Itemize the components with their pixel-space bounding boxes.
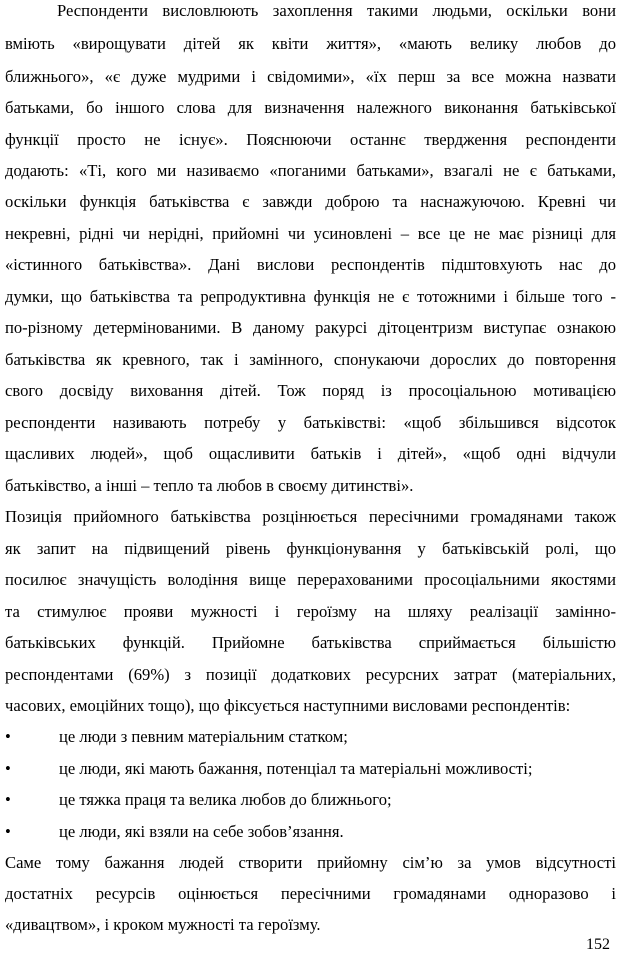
paragraph-1-line-12: батьківства як кревного, так і замінного, спонукаючи дорослих до повторення [5,350,616,369]
paragraph-2-line-1: Позиція прийомного батьківства розцінюється пересічними громадянами також [5,507,616,526]
paragraph-2-line-4: та стимулює прояви мужності і героїзму на шляху реалізації замінно- [5,602,616,621]
list-item-text: це люди, які взяли на себе зобов’язання. [59,822,344,841]
paragraph-1-line-4: батьками, бо іншого слова для визначення належного виконання батьківської [5,98,616,117]
page-number: 152 [586,936,610,953]
bullet-icon: • [5,822,11,841]
list-item-text: це люди з певним матеріальним статком; [59,727,348,746]
paragraph-1-line-14: респонденти називають потребу у батьківстві: «щоб збільшився відсоток [5,413,616,432]
paragraph-1-line-8: некревні, рідні чи нерідні, прийомні чи усиновлені – все це не має різниці для [5,224,616,243]
paragraph-1-line-16: батьківство, а інші – тепло та любов в своєму дитинстві». [5,476,414,495]
paragraph-1-line-9: «істинного батьківства». Дані вислови респондентів підштовхують нас до [5,255,616,274]
paragraph-1-line-11: по-різному детермінованими. В даному ракурсі дітоцентризм виступає ознакою [5,318,616,337]
paragraph-1-line-15: щасливих людей», щоб ощасливити батьків і дітей», «щоб одні відчули [5,444,616,463]
list-item-text: це тяжка праця та велика любов до ближнього; [59,790,392,809]
paragraph-3-line-3: «дивацтвом», і кроком мужності та героїзму. [5,915,321,934]
paragraph-1-line-13: свого досвіду виховання дітей. Тож поряд із просоціальною мотивацією [5,381,616,400]
paragraph-2-line-2: як запит на підвищений рівень функціонування у батьківській ролі, що [5,539,616,558]
paragraph-1-line-1: Респонденти висловлюють захоплення такими людьми, оскільки вони [57,1,616,20]
paragraph-1-line-2: вміють «вирощувати дітей як квіти життя», «мають велику любов до [5,34,616,53]
bullet-icon: • [5,759,11,778]
paragraph-1-line-5: функції просто не існує». Пояснюючи останнє твердження респонденти [5,130,616,149]
bullet-icon: • [5,790,11,809]
paragraph-1-line-7: оскільки функція батьківства є завжди доброю та наснажуючою. Кревні чи [5,192,616,211]
paragraph-2-line-5: батьківських функцій. Прийомне батьківства сприймається більшістю [5,633,616,652]
paragraph-1-line-10: думки, що батьківства та репродуктивна функція не є тотожними і більше того - [5,287,616,306]
paragraph-3-line-2: достатніх ресурсів оцінюється пересічними громадянами одноразово і [5,884,616,903]
bullet-icon: • [5,727,11,746]
paragraph-1-line-6: додають: «Ті, кого ми називаємо «поганими батьками», взагалі не є батьками, [5,161,616,180]
list-item-text: це люди, які мають бажання, потенціал та матеріальні можливості; [59,759,533,778]
paragraph-2-line-3: посилює значущість володіння вище перерахованими просоціальними якостями [5,570,616,589]
paragraph-1-line-3: ближнього», «є дуже мудрими і свідомими», «їх перш за все можна назвати [5,67,616,86]
paragraph-2-line-6: респондентами (69%) з позиції додаткових ресурсних затрат (матеріальних, [5,665,616,684]
paragraph-3-line-1: Саме тому бажання людей створити прийомну сім’ю за умов відсутності [5,853,616,872]
paragraph-2-line-7: часових, емоційних тощо), що фіксується наступними висловами респондентів: [5,696,571,715]
